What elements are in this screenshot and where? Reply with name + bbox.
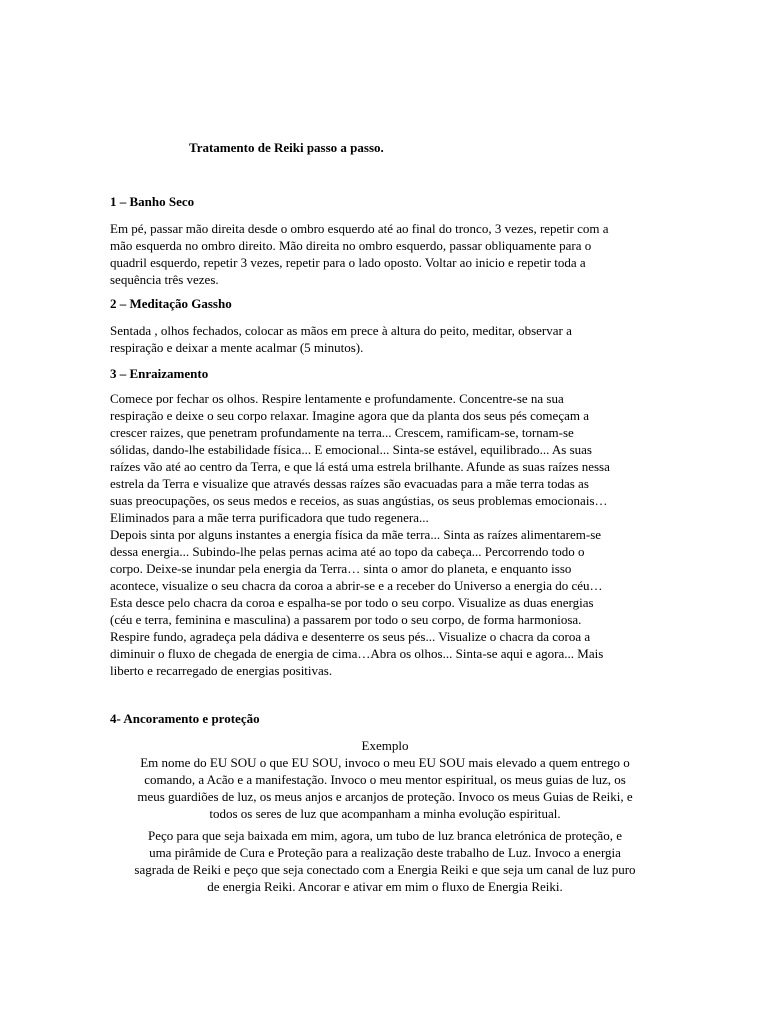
body-line: raízes vão até ao centro da Terra, e que lá está uma estrela brilhante. Afunde as suas raízes nessa bbox=[110, 459, 610, 474]
body-line: todos os seres de luz que acompanham a minha evolução espiritual. bbox=[209, 806, 561, 821]
body-line: de energia Reiki. Ancorar e ativar em mim o fluxo de Energia Reiki. bbox=[207, 879, 563, 894]
body-line: estrela da Terra e visualize que através dessas raízes são evacuadas para a mãe terra todas as bbox=[110, 476, 589, 491]
body-line: quadril esquerdo, repetir 3 vezes, repetir para o lado oposto. Voltar ao inicio e repetir toda a bbox=[110, 255, 586, 270]
body-line: Comece por fechar os olhos. Respire lentamente e profundamente. Concentre-se na sua bbox=[110, 391, 564, 406]
example-protection-block bbox=[100, 827, 670, 895]
body-line: (céu e terra, feminina e masculina) a passarem por todo o seu corpo, de forma harmoniosa. bbox=[110, 612, 582, 627]
body-line: Sentada , olhos fechados, colocar as mãos em prece à altura do peito, meditar, observar a bbox=[110, 323, 572, 338]
body-line: Respire fundo, agradeça pela dádiva e desenterre os seus pés... Visualize o chacra da coroa a bbox=[110, 629, 591, 644]
section-heading-ancoramento: 4- Ancoramento e proteção bbox=[110, 711, 260, 726]
example-label: Exemplo bbox=[361, 738, 409, 753]
body-line: liberto e recarregado de energias positivas. bbox=[110, 663, 333, 678]
body-line: mão esquerda no ombro direito. Mão direita no ombro esquerdo, passar obliquamente para o bbox=[110, 238, 592, 253]
body-line: Depois sinta por alguns instantes a energia física da mãe terra... Sinta as raízes alimentarem-se bbox=[110, 527, 602, 542]
example-invocation-block bbox=[100, 737, 670, 822]
body-line: Em pé, passar mão direita desde o ombro esquerdo até ao final do tronco, 3 vezes, repetir com a bbox=[110, 221, 609, 236]
section-heading-meditacao-gassho: 2 – Meditação Gassho bbox=[110, 296, 232, 311]
body-line: comando, a Acão e a manifestação. Invoco o meu mentor espiritual, os meus guias de luz, os bbox=[144, 772, 626, 787]
body-line: acontece, visualize o seu chacra da coroa a abrir-se e a receber do Universo a energia do céu… bbox=[110, 578, 603, 593]
body-line: Peço para que seja baixada em mim, agora, um tubo de luz branca eletrónica de proteção, e bbox=[148, 828, 622, 843]
section-body-banho-seco bbox=[110, 220, 660, 288]
section-heading-enraizamento: 3 – Enraizamento bbox=[110, 366, 209, 381]
body-line: respiração e deixar a mente acalmar (5 minutos). bbox=[110, 340, 364, 355]
body-line: diminuir o fluxo de chegada de energia de cima…Abra os olhos... Sinta-se aqui e agora... Mais bbox=[110, 646, 604, 661]
body-line: dessa energia... Subindo-lhe pelas pernas acima até ao topo da cabeça... Percorrendo todo o bbox=[110, 544, 585, 559]
body-line: respiração e deixe o seu corpo relaxar. Imagine agora que da planta dos seus pés começam a bbox=[110, 408, 589, 423]
page-title: Tratamento de Reiki passo a passo. bbox=[189, 140, 384, 155]
body-line: sólidas, dando-lhe estabilidade física... E emocional... Sinta-se estável, equilibrado... As suas bbox=[110, 442, 592, 457]
body-line: Eliminados para a mãe terra purificadora que tudo regenera... bbox=[110, 510, 429, 525]
section-heading-banho-seco: 1 – Banho Seco bbox=[110, 194, 195, 209]
section-body-enraizamento bbox=[110, 390, 660, 679]
body-line: meus guardiões de luz, os meus anjos e arcanjos de proteção. Invoco os meus Guias de Reiki, e bbox=[137, 789, 633, 804]
body-line: crescer raizes, que penetram profundamente na terra... Crescem, ramificam-se, tornam-se bbox=[110, 425, 574, 440]
body-line: uma pirâmide de Cura e Proteção para a realização deste trabalho de Luz. Invoco a energia bbox=[149, 845, 621, 860]
body-line: suas preocupações, os seus medos e receios, as suas angústias, os seus problemas emocionais… bbox=[110, 493, 608, 508]
body-line: sagrada de Reiki e peço que seja conectado com a Energia Reiki e que seja um canal de luz puro bbox=[134, 862, 636, 877]
body-line: Em nome do EU SOU o que EU SOU, invoco o meu EU SOU mais elevado a quem entrego o bbox=[140, 755, 630, 770]
body-line: Esta desce pelo chacra da coroa e espalha-se por todo o seu corpo. Visualize as duas energias bbox=[110, 595, 594, 610]
body-line: corpo. Deixe-se inundar pela energia da Terra… sinta o amor do planeta, e enquanto isso bbox=[110, 561, 572, 576]
body-line: sequência três vezes. bbox=[110, 272, 219, 287]
section-body-meditacao-gassho bbox=[110, 322, 660, 356]
